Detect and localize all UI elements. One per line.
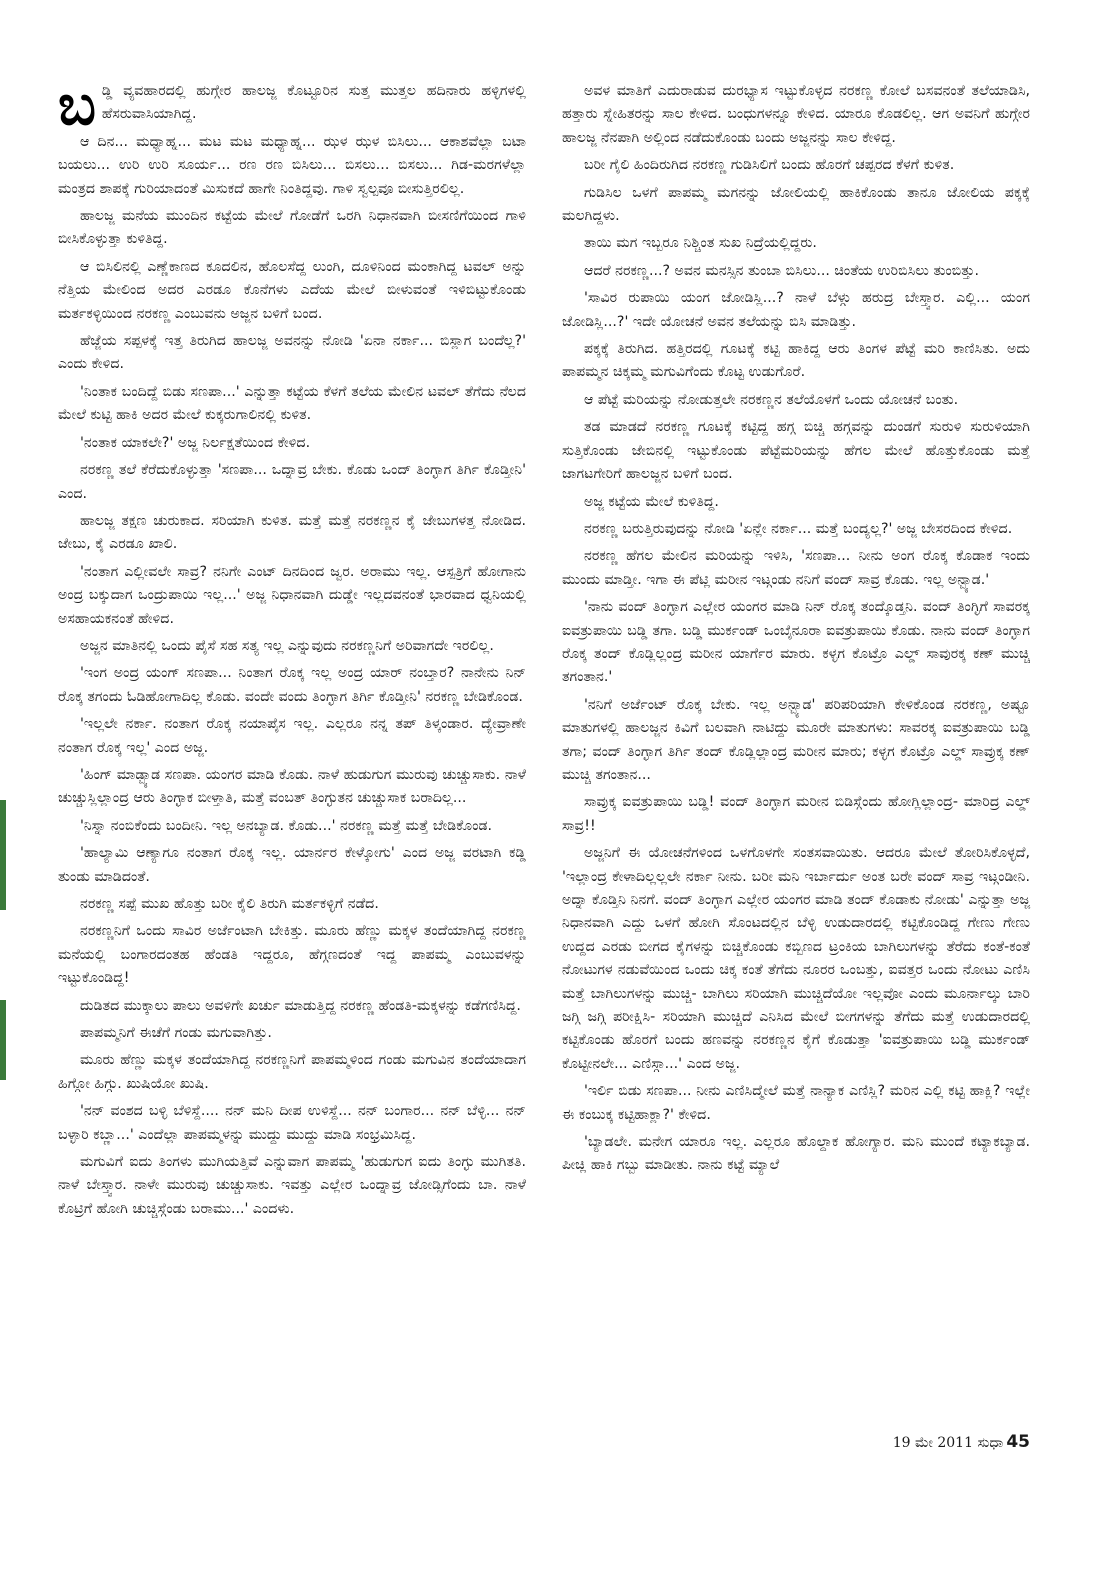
paragraph: ನರಕಣ್ಣನಿಗೆ ಒಂದು ಸಾವಿರ ಅರ್ಜೆಂಟಾಗಿ ಬೇಕಿತ್ತು. ಮೂರು ಹೆಣ್ಣು ಮಕ್ಕಳ ತಂದೆಯಾಗಿದ್ದ ನರಕಣ್ಣ ಮನೆಯಲ್ಲಿ ಬಂಗಾರದಂತಹ ಹೆಂಡತಿ ಇದ್ದರೂ, ಹೆಗ್ಗಣದಂತೆ ಇದ್ದ ಪಾಪಮ್ಮ ಎಂಬುವಳನ್ನು ಇಟ್ಟುಕೊಂಡಿದ್ದ! — [58, 923, 526, 987]
paragraph-text: ಡ್ಡಿ ವ್ಯವಹಾರದಲ್ಲಿ ಹುಗ್ಗೇರ ಹಾಲಜ್ಜ ಕೊಟ್ಟೂರಿನ ಸುತ್ತ ಮುತ್ತಲ ಹದಿನಾರು ಹಳ್ಳಿಗಳಲ್ಲಿ ಹೆಸರುವಾಸಿಯಾಗಿದ್ದ. — [101, 83, 526, 123]
paragraph: ಆ ದಿನ... ಮಧ್ಯಾಹ್ನ... ಮಟ ಮಟ ಮಧ್ಯಾಹ್ನ... ಝಳ ಝಳ ಬಿಸಿಲು... ಆಕಾಶವೆಲ್ಲಾ ಬಟಾ ಬಯಲು... ಉರಿ ಉರಿ ಸೂರ್ಯ... ರಣ ರಣ ಬಿಸಿಲು... ಬಿಸಲು... ಬಿಸಲು... ಗಿಡ-ಮರಗಳೆಲ್ಲಾ ಮಂತ್ರದ ಶಾಪಕ್ಕೆ ಗುರಿಯಾದಂತೆ ಮಿಸುಕದೆ ಹಾಗೇ ನಿಂತಿದ್ದವು. ಗಾಳಿ ಸ್ವಲ್ಪವೂ ಬೀಸುತ್ತಿರಲಿಲ್ಲ. — [58, 133, 526, 197]
issue-date: 19 ಮೇ 2011 ಸುಧಾ — [892, 1435, 1004, 1451]
paragraph: ನರಕಣ್ಣ ಹೆಗಲ ಮೇಲಿನ ಮರಿಯನ್ನು ಇಳಿಸಿ, 'ಸಣಪಾ... ನೀನು ಅಂಗ ರೊಕ್ಕ ಕೊಡಾಕ ಇಂದು ಮುಂದು ಮಾಡ್ತೀ. ಇಗಾ ಈ ಪೆಟ್ಲಿ ಮರೀನ ಇಟ್ಗಂಡು ನನಿಗೆ ವಂದ್ ಸಾವ್ರ ಕೊಡು. ಇಲ್ಲ ಅನ್ಬ್ಯಾಡ.' — [562, 548, 1030, 588]
article-body — [58, 72, 1030, 1450]
paragraph: ಹಾಲಜ್ಜ ಮನೆಯ ಮುಂದಿನ ಕಟ್ಟೆಯ ಮೇಲೆ ಗೋಡೆಗೆ ಒರಗಿ ನಿಧಾನವಾಗಿ ಬೀಸಣಿಗೆಯಿಂದ ಗಾಳಿ ಬೀಸಿಕೊಳ್ಳುತ್ತಾ ಕುಳಿತಿದ್ದ. — [58, 208, 526, 248]
paragraph: ಆದರೆ ನರಕಣ್ಣ...? ಅವನ ಮನಸ್ಸಿನ ತುಂಬಾ ಬಿಸಿಲು... ಚಿಂತೆಯ ಉರಿಬಿಸಿಲು ತುಂಬಿತ್ತು. — [584, 262, 980, 279]
paragraph: ಅವಳ ಮಾತಿಗೆ ಎದುರಾಡುವ ದುರಭ್ಯಾಸ ಇಟ್ಟುಕೊಳ್ಳದ ನರಕಣ್ಣ ಕೋಲೆ ಬಸವನಂತೆ ತಲೆಯಾಡಿಸಿ, ಹತ್ತಾರು ಸ್ನೇಹಿತರನ್ನು ಸಾಲ ಕೇಳಿದ. ಬಂಧುಗಳನ್ನೂ ಕೇಳಿದ. ಯಾರೂ ಕೊಡಲಿಲ್ಲ. ಆಗ ಅವನಿಗೆ ಹುಗ್ಗೇರ ಹಾಲಜ್ಜ ನೆನಪಾಗಿ ಅಲ್ಲಿಂದ ನಡೆದುಕೊಂಡು ಬಂದು ಅಜ್ಜನನ್ನು ಸಾಲ ಕೇಳಿದ್ದ. — [562, 83, 1030, 146]
paragraph: 'ನಾನು ವಂದ್ ತಿಂಗ್ಳಾಗ ಎಲ್ಲೇರ ಯಂಗರ ಮಾಡಿ ನಿನ್ ರೊಕ್ಕ ತಂದ್ಕೊಡ್ತನಿ. ವಂದ್ ತಿಂಗ್ಳಿಗೆ ಸಾವರಕ್ಕ ಐವತ್ರುಪಾಯಿ ಬಡ್ಡಿ ತಗಾ. ಬಡ್ಡಿ ಮುರ್ಕಂಡ್ ಒಂಬೈನೂರಾ ಐವತ್ರುಪಾಯಿ ಕೊಡು. ನಾನು ವಂದ್ ತಿಂಗ್ಳಾಗ ರೊಕ್ಕ ತಂದ್ ಕೊಡ್ಲಿಲ್ಲಂದ್ರ ಮರೀನ ಯಾರ್ಗೆರ ಮಾರು. ಕಳ್ಳಗ ಕೊಟ್ರೊ ಎಲ್ಡ್ ಸಾವುರಕ್ಕ ಕಣ್ ಮುಚ್ಚಿ ತಗಂತಾನ.' — [562, 599, 1030, 686]
paragraph: ಹೆಜ್ಜೆಯ ಸಪ್ಪಳಕ್ಕೆ ಇತ್ತ ತಿರುಗಿದ ಹಾಲಜ್ಜ ಅವನನ್ನು ನೋಡಿ 'ಏನಾ ನರ್ಕಾ... ಬಿಸ್ಲಾಗ ಬಂದೆಲ್ಲ?' ಎಂದು ಕೇಳಿದ. — [58, 333, 526, 373]
paragraph: 'ಇರ್ಲಿ ಬಿಡು ಸಣಪಾ... ನೀನು ಎಣಿಸಿದ್ಮೇಲೆ ಮತ್ತೆ ನಾನ್ಯಾಕ ಎಣಿಸ್ಲಿ? ಮರಿನ ಎಲ್ಲಿ ಕಟ್ಟಿ ಹಾಕ್ಲಿ? ಇಲ್ಲೇ ಈ ಕಂಬುಕ್ಕ ಕಟ್ಟಿಹಾಕ್ಲಾ?' ಕೇಳಿದ. — [562, 1083, 1030, 1123]
paragraph: ಆ ಪೆಟ್ಟೆ ಮರಿಯನ್ನು ನೋಡುತ್ತಲೇ ನರಕಣ್ಣನ ತಲೆಯೊಳಗೆ ಒಂದು ಯೋಚನೆ ಬಂತು. — [584, 391, 959, 408]
paragraph: 'ಬ್ಯಾಡಲೇ. ಮನೇಗ ಯಾರೂ ಇಲ್ಲ. ಎಲ್ಲರೂ ಹೊಲ್ದಾಕ ಹೋಗ್ಯಾರ. ಮನಿ ಮುಂದೆ ಕಟ್ಯಾಕಬ್ಯಾಡ. ಪೀಚ್ಲಿ ಹಾಕಿ ಗಬ್ಬು ಮಾಡೀತು. ನಾನು ಕಟ್ಟೆ ಮ್ಯಾಲೆ — [562, 1134, 1030, 1174]
paragraph: ಮೂರು ಹೆಣ್ಣು ಮಕ್ಕಳ ತಂದೆಯಾಗಿದ್ದ ನರಕಣ್ಣನಿಗೆ ಪಾಪಮ್ಮಳಿಂದ ಗಂಡು ಮಗುವಿನ ತಂದೆಯಾದಾಗ ಹಿಗ್ಗೋ ಹಿಗ್ಗು. ಖುಷಿಯೋ ಖುಷಿ. — [58, 1052, 526, 1092]
paragraph: ಆ ಬಿಸಿಲಿನಲ್ಲಿ ಎಣ್ಣೆಕಾಣದ ಕೂದಲಿನ, ಹೊಲಸೆದ್ದ ಲುಂಗಿ, ದೂಳಿನಿಂದ ಮಂಕಾಗಿದ್ದ ಟವಲ್ ಅನ್ನು ನೆತ್ತಿಯ ಮೇಲಿಂದ ಅದರ ಎರಡೂ ಕೊನೆಗಳು ಎದೆಯ ಮೇಲೆ ಬೀಳುವಂತೆ ಇಳಿಬಿಟ್ಟುಕೊಂಡು ಮರ್ತಕಳ್ಳಿಯಿಂದ ನರಕಣ್ಣ ಎಂಬುವನು ಅಜ್ಜನ ಬಳಿಗೆ ಬಂದ. — [58, 258, 526, 322]
paragraph: 'ನನ್ ವಂಶದ ಬಳ್ಳಿ ಬೆಳಿಸ್ದೆ.... ನನ್ ಮನಿ ದೀಪ ಉಳಿಸ್ದೆ... ನನ್ ಬಂಗಾರ... ನನ್ ಬೆಳ್ಳಿ... ನನ್ ಬಳ್ಳಾರಿ ಕಬ್ಣಾ...' ಎಂದೆಲ್ಲಾ ಪಾಪಮ್ಮಳನ್ನು ಮುದ್ದು ಮುದ್ದು ಮಾಡಿ ಸಂಭ್ರಮಿಸಿದ್ದ. — [58, 1103, 526, 1143]
paragraph: ನರಕಣ್ಣ ಬರುತ್ತಿರುವುದನ್ನು ನೋಡಿ 'ಏನ್ಲೇ ನರ್ಕಾ... ಮತ್ತೆ ಬಂದ್ಯಲ್ಲ?' ಅಜ್ಜ ಬೇಸರದಿಂದ ಕೇಳಿದ. — [584, 520, 1013, 537]
paragraph: ತಾಯಿ ಮಗ ಇಬ್ಬರೂ ನಿಶ್ಚಿಂತ ಸುಖ ನಿದ್ರೆಯಲ್ಲಿದ್ದರು. — [584, 235, 817, 252]
paragraph: 'ನಂತಾಕ ಯಾಕಲೇ?' ಅಜ್ಜ ನಿರ್ಲಕ್ಷತೆಯಿಂದ ಕೇಳಿದ. — [80, 434, 311, 451]
page-footer — [893, 1432, 1030, 1452]
paragraph: ಹಾಲಜ್ಜ ತಕ್ಷಣ ಚುರುಕಾದ. ಸರಿಯಾಗಿ ಕುಳಿತ. ಮತ್ತೆ ಮತ್ತೆ ನರಕಣ್ಣನ ಕೈ ಜೇಬುಗಳತ್ತ ನೋಡಿದ. ಜೇಬು, ಕೈ ಎರಡೂ ಖಾಲಿ. — [58, 512, 526, 553]
paragraph: ಮಗುವಿಗೆ ಐದು ತಿಂಗಳು ಮುಗಿಯತ್ತಿವೆ ಎನ್ನುವಾಗ ಪಾಪಮ್ಮ 'ಹುಡುಗುಗ ಐದು ತಿಂಗ್ಳು ಮುಗಿತತಿ. ನಾಳೆ ಬೇಸ್ತ್ವಾರ. ನಾಳೇ ಮುರುವು ಚುಚ್ಚುಸಾಕು. ಇವತ್ತು ಎಲ್ಲೇರ ಒಂದ್ನಾವ್ರ ಜೋಡ್ಸಿಗೆಂದು ಬಾ. ನಾಳೆ ಕೊಟ್ರಿಗೆ ಹೋಗಿ ಚುಚ್ಚಿಸ್ಗೆಂಡು ಬರಾಮು...' ಎಂದಳು. — [58, 1154, 526, 1217]
right-column — [562, 80, 1030, 1450]
paragraph: 'ನಿಸ್ನಾ ನಂಬಿಕೆಂದು ಬಂದೀನಿ. ಇಲ್ಲ ಅನಬ್ಯಾಡ. ಕೊಡು...' ನರಕಣ್ಣ ಮತ್ತೆ ಮತ್ತೆ ಬೇಡಿಕೊಂಡ. — [80, 817, 493, 834]
paragraph: 'ಹಾಲ್ಯಾಮಿ ಆಣ್ಯಾಗೂ ನಂತಾಗ ರೊಕ್ಕ ಇಲ್ಲ. ಯಾರ್ನರ ಕೇಳ್ಕೋಗು' ಎಂದ ಅಜ್ಜ ವರಟಾಗಿ ಕಡ್ಡಿ ತುಂಡು ಮಾಡಿದಂತೆ. — [58, 845, 526, 885]
paragraph: ಪಾಪಮ್ಮನಿಗೆ ಈಚೆಗೆ ಗಂಡು ಮಗುವಾಗಿತ್ತು. — [80, 1025, 272, 1042]
paragraph: 'ನಂತಾಗ ಎಲ್ಲೀವಲೇ ಸಾವ್ರ? ನನಿಗೇ ಎಂಟ್ ದಿನದಿಂದ ಜ್ವರ. ಅರಾಮು ಇಲ್ಲ. ಆಸ್ಪತ್ರಿಗೆ ಹೋಗಾನು ಅಂದ್ರ ಬಕ್ಕುದಾಗ ಒಂದ್ರುಪಾಯಿ ಇಲ್ಲ...' ಅಜ್ಜ ನಿಧಾನವಾಗಿ ದುಡ್ಡೇ ಇಲ್ಲದವನಂತೆ ಭಾರವಾದ ಧ್ವನಿಯಲ್ಲಿ ಅಸಹಾಯಕನಂತೆ ಹೇಳಿದ. — [58, 563, 526, 627]
paragraph: 'ಸಾವಿರ ರುಪಾಯಿ ಯಂಗ ಜೋಡಿಸ್ಲಿ...? ನಾಳೆ ಬೆಳ್ಗು ಹರುದ್ರ ಬೇಸ್ತ್ವಾರ. ಎಲ್ಲಿ... ಯಂಗ ಜೋಡಿಸ್ಲಿ...?' ಇದೇ ಯೋಚನೆ ಅವನ ತಲೆಯನ್ನು ಬಿಸಿ ಮಾಡಿತ್ತು. — [562, 290, 1030, 330]
paragraph: ಅಜ್ಜನಿಗೆ ಈ ಯೋಚನೆಗಳಿಂದ ಒಳಗೊಳಗೇ ಸಂತಸವಾಯಿತು. ಆದರೂ ಮೇಲೆ ತೋರಿಸಿಕೊಳ್ಳದೆ, 'ಇಲ್ಲಾಂದ್ರ ಕೇಳಾದಿಲ್ಲಲ್ಲಲೇ ನರ್ಕಾ ನೀನು. ಬರೀ ಮನಿ ಇರ್ಬಾರ್ದು ಅಂತ ಬರೇ ವಂದ್ ಸಾವ್ರ ಇಟ್ಗಂಡೀನಿ. ಅದ್ನಾ ಕೊಡ್ತಿನಿ ನಿನಗೆ. ವಂದ್ ತಿಂಗ್ಳಾಗ ಎಲ್ಲೇರ ಯಂಗರ ಮಾಡಿ ತಂದ್ ಕೊಡಾಕು ನೋಡು' ಎನ್ನುತ್ತಾ ಅಜ್ಜ ನಿಧಾನವಾಗಿ ಎದ್ದು ಒಳಗೆ ಹೋಗಿ ಸೊಂಟದಲ್ಲಿನ ಬೆಳ್ಳಿ ಉಡುದಾರದಲ್ಲಿ ಕಟ್ಟಿಕೊಂಡಿದ್ದ ಗೇಣು ಗೇಣು ಉದ್ದದ ಎರಡು ಬೀಗದ ಕೈಗಳನ್ನು ಬಿಚ್ಚಿಕೊಂಡು ಕಬ್ಬಿಣದ ಟ್ರಂಕಿಯ ಬಾಗಿಲುಗಳನ್ನು ತೆರೆದು ಕಂತೆ-ಕಂತೆ ನೋಟುಗಳ ನಡುವೆಯಿಂದ ಒಂದು ಚಿಕ್ಕ ಕಂತೆ ತೆಗೆದು ನೂರರ ಒಂಬತ್ತು, ಐವತ್ತರ ಒಂದು ನೋಟು ಎಣಿಸಿ ಮತ್ತೆ ಬಾಗಿಲುಗಳನ್ನು ಮುಚ್ಚಿ- ಬಾಗಿಲು ಸರಿಯಾಗಿ ಮುಚ್ಚಿದೆಯೋ ಇಲ್ಲವೋ ಎಂದು ಮೂರ್ನಾಲ್ಕು ಬಾರಿ ಜಗ್ಗಿ ಜಗ್ಗಿ ಪರೀಕ್ಷಿಸಿ- ಸರಿಯಾಗಿ ಮುಚ್ಚಿದೆ ಎನಿಸಿದ ಮೇಲೆ ಬೀಗಗಳನ್ನು ತೆಗೆದು ಮತ್ತೆ ಉಡುದಾರದಲ್ಲಿ ಕಟ್ಟಿಕೊಂಡು ಹೊರಗೆ ಬಂದು ಹಣವನ್ನು ನರಕಣ್ಣನ ಕೈಗೆ ಕೊಡುತ್ತಾ 'ಐವತ್ರುಪಾಯಿ ಬಡ್ಡಿ ಮುರ್ಕಂಡ್ ಕೊಟ್ಟೀನಲೇ... ಎಣಿಸ್ಗಾ...' ಎಂದ ಅಜ್ಜ. — [562, 845, 1030, 1072]
paragraph: ಅಜ್ಜ ಕಟ್ಟೆಯ ಮೇಲೆ ಕುಳಿತಿದ್ದ. — [584, 493, 719, 510]
paragraph: ಅಜ್ಜನ ಮಾತಿನಲ್ಲಿ ಒಂದು ಪೈಸೆ ಸಹ ಸತ್ಯ ಇಲ್ಲ ಎನ್ನುವುದು ನರಕಣ್ಣನಿಗೆ ಅರಿವಾಗದೇ ಇರಲಿಲ್ಲ. — [80, 637, 494, 654]
paragraph: 'ಇಲ್ಲಲೇ ನರ್ಕಾ. ನಂತಾಗ ರೊಕ್ಕ ನಯಾಪೈಸ ಇಲ್ಲ. ಎಲ್ಲರೂ ನನ್ನ ತಪ್ ತಿಳ್ಕಂಡಾರ. ದ್ಯೇವ್ರಾಣೇ ನಂತಾಗ ರೊಕ್ಕ ಇಲ್ಲ' ಎಂದ ಅಜ್ಜ. — [58, 716, 526, 756]
paragraph: ದುಡಿತದ ಮುಕ್ಕಾಲು ಪಾಲು ಅವಳಿಗೇ ಖರ್ಚು ಮಾಡುತ್ತಿದ್ದ ನರಕಣ್ಣ ಹೆಂಡತಿ-ಮಕ್ಕಳನ್ನು ಕಡೆಗಣಿಸಿದ್ದ. — [80, 997, 521, 1014]
paragraph: ನರಕಣ್ಣ ತಲೆ ಕೆರೆದುಕೊಳ್ಳುತ್ತಾ 'ಸಣಪಾ... ಒದ್ನಾವ್ರ ಬೇಕು. ಕೊಡು ಒಂದ್ ತಿಂಗ್ಳಾಗ ತಿರ್ಗಿ ಕೊಡ್ತೀನಿ' ಎಂದ. — [58, 462, 526, 502]
paragraph: ಪಕ್ಕಕ್ಕೆ ತಿರುಗಿದ. ಹತ್ತಿರದಲ್ಲಿ ಗೂಟಕ್ಕೆ ಕಟ್ಟಿ ಹಾಕಿದ್ದ ಆರು ತಿಂಗಳ ಪೆಟ್ಟೆ ಮರಿ ಕಾಣಿಸಿತು. ಅದು ಪಾಪಮ್ಮನ ಚಿಕ್ಕಮ್ಮ ಮಗುವಿಗೆಂದು ಕೊಟ್ಟ ಉಡುಗೊರೆ. — [562, 341, 1030, 381]
paragraph: 'ನಿಂತಾಕ ಬಂದಿದ್ದೆ ಬಿಡು ಸಣಪಾ...' ಎನ್ನುತ್ತಾ ಕಟ್ಟೆಯ ಕೆಳಗೆ ತಲೆಯ ಮೇಲಿನ ಟವಲ್ ತೆಗೆದು ನೆಲದ ಮೇಲೆ ಕುಟ್ಟಿ ಹಾಕಿ ಅದರ ಮೇಲೆ ಕುಕ್ಕರುಗಾಲಿನಲ್ಲಿ ಕುಳಿತ. — [58, 383, 526, 424]
paragraph: ನರಕಣ್ಣ ಸಪ್ಪೆ ಮುಖ ಹೊತ್ತು ಬರೀ ಕೈಲಿ ತಿರುಗಿ ಮರ್ತಕಳ್ಳಿಗೆ ನಡೆದ. — [80, 896, 379, 912]
paragraph: ಸಾವ್ರುಕ್ಕ ಐವತ್ರುಪಾಯಿ ಬಡ್ಡಿ! ವಂದ್ ತಿಂಗ್ಳಾಗ ಮರೀನ ಬಿಡಿಸ್ಗೆಂದು ಹೋಗ್ಲಿಲ್ಲಾಂದ್ರ- ಮಾರಿದ್ರ ಎಲ್ಡ್ ಸಾವ್ರ!! — [562, 794, 1030, 834]
edge-color-tab — [0, 1000, 6, 1080]
paragraph — [58, 72, 526, 138]
page-number: 45 — [1006, 1432, 1030, 1452]
paragraph: 'ನನಿಗೆ ಅರ್ಜೆಂಟ್ ರೊಕ್ಕ ಬೇಕು. ಇಲ್ಲ ಅನ್ಬ್ಯಾಡ' ಪರಿಪರಿಯಾಗಿ ಕೇಳಿಕೊಂಡ ನರಕಣ್ಣ, ಅಷ್ಟೂ ಮಾತುಗಳಲ್ಲಿ ಹಾಲಜ್ಜನ ಕಿವಿಗೆ ಬಲವಾಗಿ ನಾಟಿದ್ದು ಮೂರೇ ಮಾತುಗಳು: ಸಾವರಕ್ಕ ಐವತ್ರುಪಾಯಿ ಬಡ್ಡಿ ತಗಾ; ವಂದ್ ತಿಂಗ್ಳಾಗ ತಿರ್ಗಿ ತಂದ್ ಕೊಡ್ಲಿಲ್ಲಾಂದ್ರ ಮರೀನ ಮಾರು; ಕಳ್ಳಗ ಕೊಟ್ರೊ ಎಲ್ಡ್ ಸಾವ್ರುಕ್ಕ ಕಣ್ ಮುಚ್ಚಿ ತಗಂತಾನ... — [562, 696, 1030, 783]
drop-cap: ಬ — [58, 72, 96, 138]
paragraph: ಗುಡಿಸಿಲ ಒಳಗೆ ಪಾಪಮ್ಮ ಮಗನನ್ನು ಜೋಲಿಯಲ್ಲಿ ಹಾಕಿಕೊಂಡು ತಾನೂ ಜೋಲಿಯ ಪಕ್ಕಕ್ಕೆ ಮಲಗಿದ್ದಳು. — [562, 184, 1030, 225]
paragraph: ಬರೀ ಗೈಲಿ ಹಿಂದಿರುಗಿದ ನರಕಣ್ಣ ಗುಡಿಸಿಲಿಗೆ ಬಂದು ಹೊರಗೆ ಚಪ್ಪರದ ಕೆಳಗೆ ಕುಳಿತ. — [584, 157, 955, 174]
paragraph: 'ಹಿಂಗ್ ಮಾಡ್ಬ್ಯಾಡ ಸಣಪಾ. ಯಂಗರ ಮಾಡಿ ಕೊಡು. ನಾಳೆ ಹುಡುಗುಗ ಮುರುವು ಚುಚ್ಚುಸಾಕು. ನಾಳೆ ಚುಚ್ಚುಸ್ಲಿಲ್ಲಾಂದ್ರ ಆರು ತಿಂಗ್ಳಾಕ ಬೀಳ್ತಾತಿ, ಮತ್ತೆ ವಂಬತ್ ತಿಂಗ್ಳುತನ ಚುಚ್ಚುಸಾಕ ಬರಾದಿಲ್ಲ... — [58, 766, 526, 807]
paragraph: ತಡ ಮಾಡದೆ ನರಕಣ್ಣ ಗೂಟಕ್ಕೆ ಕಟ್ಟಿದ್ದ ಹಗ್ಗ ಬಿಚ್ಚಿ ಹಗ್ಗವನ್ನು ದುಂಡಗೆ ಸುರುಳಿ ಸುರುಳಿಯಾಗಿ ಸುತ್ತಿಕೊಂಡು ಜೇಬಿನಲ್ಲಿ ಇಟ್ಟುಕೊಂಡು ಪೆಟ್ಟೆಮರಿಯನ್ನು ಹೆಗಲ ಮೇಲೆ ಹೊತ್ತುಕೊಂಡು ಮತ್ತೆ ಜಾಗಟಗೇರಿಗೆ ಹಾಲಜ್ಜನ ಬಳಿಗೆ ಬಂದ. — [562, 419, 1030, 483]
edge-color-tab — [0, 800, 6, 910]
left-column — [58, 72, 526, 1450]
paragraph: 'ಇಂಗ ಅಂದ್ರ ಯಂಗ್ ಸಣಪಾ... ನಿಂತಾಗ ರೊಕ್ಕ ಇಲ್ಲ ಅಂದ್ರ ಯಾರ್ ನಂಬ್ತಾರ? ನಾನೇನು ನಿನ್ ರೊಕ್ಕ ತಗಂದು ಓಡಿಹೋಗಾದಿಲ್ಲ ಕೊಡು. ವಂದೇ ವಂದು ತಿಂಗ್ಳಾಗ ತಿರ್ಗಿ ಕೊಡ್ತೀನಿ' ನರಕಣ್ಣ ಬೇಡಿಕೊಂಡ. — [58, 665, 526, 705]
